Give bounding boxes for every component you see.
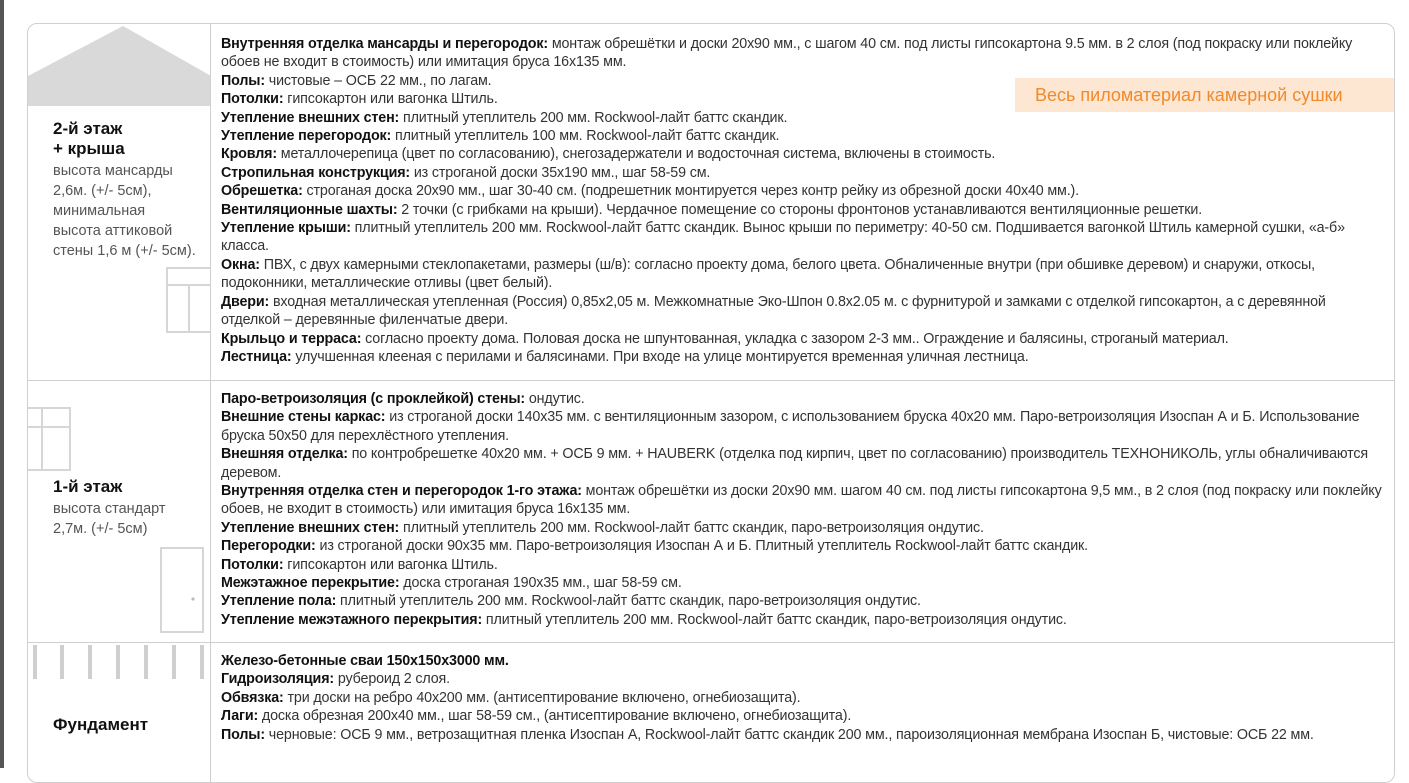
spec-item: Утепление крыши: плитный утеплитель 200 мм. Rockwool-лайт баттс скандик. Вынос крыши по периметру: 40-50 см. Подшивается вагонкой Штиль камерной сушки, «а-б» класса.: [221, 220, 1345, 255]
spec-item: Вентиляционные шахты: 2 точки (с грибками на крыши). Чердачное помещение со стороны фронтонов устанавливаются вентиляционные решетки.: [221, 201, 1203, 218]
section-second-floor-roof: [28, 24, 1394, 381]
spec-item: Утепление пола: плитный утеплитель 200 мм. Rockwool-лайт баттс скандик, паро-ветроизоляция ондутис.: [221, 593, 921, 610]
section-foundation: [28, 643, 1394, 783]
spec-item: Утепление межэтажного перекрытия: плитный утеплитель 200 мм. Rockwool-лайт баттс скандик, паро-ветроизоляция ондутис.: [221, 611, 1067, 628]
roof-icon: [28, 24, 211, 114]
spec-item: Утепление внешних стен: плитный утеплитель 200 мм. Rockwool-лайт баттс скандик.: [221, 109, 788, 126]
window-icon: [28, 407, 72, 471]
spec-item: Утепление перегородок: плитный утеплитель 100 мм. Rockwool-лайт баттс скандик.: [221, 128, 780, 145]
label-column-first-floor: [28, 381, 211, 642]
door-icon: [160, 547, 204, 633]
spec-item: Утепление внешних стен: плитный утеплитель 200 мм. Rockwool-лайт баттс скандик, паро-ветроизоляция ондутис.: [221, 519, 984, 536]
window-icon: [166, 267, 211, 333]
spec-item: Крыльцо и терраса: согласно проекту дома. Половая доска не шпунтованная, укладка с зазором 2-3 мм.. Ограждение и балясины, строганый материал.: [221, 330, 1229, 347]
content-first-floor: [221, 390, 1384, 629]
spec-item: Стропильная конструкция: из строганой доски 35х190 мм., шаг 58-59 см.: [221, 164, 711, 181]
spec-item: Полы: чистовые – ОСБ 22 мм., по лагам.: [221, 72, 492, 89]
spec-item: Паро-ветроизоляция (с проклейкой) стены: ондутис.: [221, 391, 585, 407]
spec-item: Лаги: доска обрезная 200х40 мм., шаг 58-59 см., (антисептирование включено, огнебиозащита).: [221, 708, 852, 725]
floor-title-second: 2-й этаж + крыша: [53, 119, 125, 158]
spec-item: Перегородки: из строганой доски 90х35 мм. Паро-ветроизоляция Изоспан А и Б. Плитный утеплитель Rockwool-лайт баттс скандик.: [221, 538, 1088, 555]
label-column-second-floor: [28, 24, 211, 380]
spec-item: Обрешетка: строганая доска 20х90 мм., шаг 30-40 см. (подрешетник монтируется через контр рейку из обрезной доски 40х40 мм.).: [221, 183, 1079, 200]
left-edge-bar: [0, 0, 4, 768]
specification-table: [27, 23, 1395, 783]
spec-item: Двери: входная металлическая утепленная (Россия) 0,85х2,05 м. Межкомнатные Эко-Шпон 0.8х2.05 м. с фурнитурой и замками с отделкой гипсокартон, а с деревянной отделкой – деревянные филенчатые двери.: [221, 293, 1326, 329]
content-foundation: [221, 652, 1384, 744]
spec-item: Внешние стены каркас: из строганой доски 140х35 мм. с вентиляционным зазором, с использованием бруска 40х20 мм. Паро-ветроизоляция Изоспан А и Б. Использование бруска 50х50 для перехлёстного утепления.: [221, 409, 1360, 444]
spec-item: Внутренняя отделка мансарды и перегородок: монтаж обрешётки и доски 20х90 мм., с шагом 40 см. под листы гипсокартона 9.5 мм. в 2 слоя (под покраску или поклейку обоев не входит в стоимость) или имитация бруса 16х135 мм.: [221, 36, 1353, 71]
kiln-dried-lumber-banner: Весь пиломатериал камерной сушки: [1015, 78, 1395, 112]
spec-item: Внешняя отделка: по контробрешетке 40х20 мм. + ОСБ 9 мм. + HAUBERK (отделка под кирпич, цвет по согласованию) производитель ТЕХНОНИКОЛЬ, углы обналичиваются деревом.: [221, 446, 1368, 481]
spec-item: Потолки: гипсокартон или вагонка Штиль.: [221, 556, 498, 573]
floor-description-first: высота стандарт 2,7м. (+/- 5см): [53, 501, 166, 537]
section-first-floor: [28, 381, 1394, 643]
spec-item: Кровля: металлочерепица (цвет по согласованию), снегозадержатели и водосточная система, включены в стоимость.: [221, 146, 996, 163]
spec-item: Гидроизоляция: рубероид 2 слоя.: [221, 671, 450, 688]
floor-title-first: 1-й этаж: [53, 477, 123, 496]
spec-item: Полы: черновые: ОСБ 9 мм., ветрозащитная пленка Изоспан А, Rockwool-лайт баттс скандик 200 мм., пароизоляционная мембрана Изоспан Б, чистовые: ОСБ 22 мм.: [221, 726, 1314, 743]
label-column-foundation: [28, 643, 211, 783]
piles-icon: [28, 645, 211, 685]
floor-title-foundation: Фундамент: [53, 715, 149, 734]
spec-item: Межэтажное перекрытие: доска строганая 190х35 мм., шаг 58-59 см.: [221, 575, 682, 592]
spec-item: Внутренняя отделка стен и перегородок 1-го этажа: монтаж обрешётки из доски 20х90 мм. шагом 40 см. под листы гипсокартона 9,5 мм., в 2 слоя (под покраску или поклейку обоев, не входит в стоимость) или имитация бруса 16х135 мм.: [221, 483, 1382, 518]
spec-item: Обвязка: три доски на ребро 40х200 мм. (антисептирование включено, огнебиозащита).: [221, 689, 801, 706]
spec-item: Окна: ПВХ, с двух камерными стеклопакетами, размеры (ш/в): согласно проекту дома, белого цвета. Обналиченные внутри (при обшивке деревом) и снаружи, откосы, подоконники, металлические отливы (цвет белый).: [221, 256, 1315, 292]
spec-item: Железо-бетонные сваи 150х150х3000 мм.: [221, 653, 509, 669]
floor-description-second: высота мансарды 2,6м. (+/- 5см), минимальная высота аттиковой стены 1,6 м (+/- 5см).: [53, 163, 196, 259]
spec-item: Лестница: улучшенная клееная с перилами и балясинами. При входе на улице монтируется временная уличная лестница.: [221, 348, 1029, 365]
spec-item: Потолки: гипсокартон или вагонка Штиль.: [221, 91, 498, 108]
